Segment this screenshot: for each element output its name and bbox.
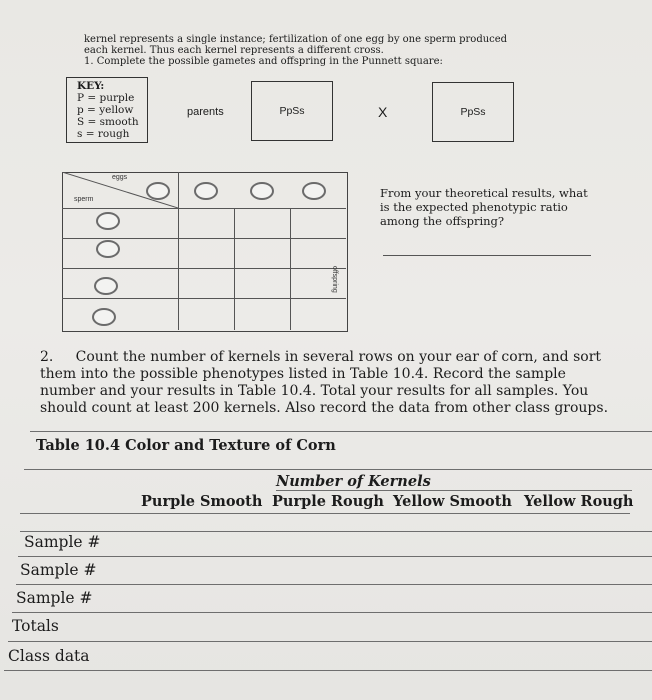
sperm-gamete-circle[interactable]	[94, 277, 118, 295]
row-label-sample-1: Sample #	[24, 533, 101, 551]
offspring-label: offspring	[331, 266, 338, 293]
row-label-sample-3: Sample #	[16, 589, 93, 607]
egg-gamete-circle[interactable]	[250, 182, 274, 200]
step-2-instructions	[40, 349, 620, 417]
egg-gamete-circle[interactable]	[146, 182, 170, 200]
egg-gamete-circle[interactable]	[194, 182, 218, 200]
grid-line	[62, 268, 346, 269]
key-item: P = purple	[77, 92, 135, 104]
grid-line	[234, 208, 235, 330]
table-rule	[20, 513, 630, 514]
parent1-genotype: PpSs	[279, 105, 305, 117]
table-rule	[12, 612, 652, 613]
table-rule	[4, 670, 652, 671]
parent1-box[interactable]	[251, 81, 333, 141]
grid-line	[178, 172, 179, 330]
key-item: p = yellow	[77, 104, 134, 116]
row-label-sample-2: Sample #	[20, 561, 97, 579]
grid-line	[62, 208, 346, 209]
column-header-purple-rough: Purple Rough	[272, 493, 384, 510]
intro-line-2: each kernel. Thus each kernel represents a different cross.	[84, 45, 384, 56]
column-header-yellow-rough: Yellow Rough	[524, 493, 634, 510]
table-rule	[8, 641, 652, 642]
phenotypic-ratio-question: From your theoretical results, what is the expected phenotypic ratio among the offspring?	[380, 186, 588, 228]
column-header-purple-smooth: Purple Smooth	[141, 493, 263, 510]
parents-label: parents	[187, 106, 224, 118]
sperm-gamete-circle[interactable]	[96, 212, 120, 230]
table-rule	[18, 556, 652, 557]
grid-line	[290, 208, 291, 330]
table-rule	[20, 531, 652, 532]
egg-gamete-circle[interactable]	[302, 182, 326, 200]
parent2-genotype: PpSs	[460, 106, 486, 118]
intro-text	[84, 34, 584, 67]
sperm-gamete-circle[interactable]	[96, 240, 120, 258]
key-box	[66, 77, 148, 143]
key-item: S = smooth	[77, 116, 139, 128]
table-top-rule	[30, 431, 652, 432]
sperm-gamete-circle[interactable]	[92, 308, 116, 326]
parent2-box[interactable]	[432, 82, 514, 142]
instruction-1: 1. Complete the possible gametes and offspring in the Punnett square:	[84, 56, 443, 67]
table-title: Table 10.4 Color and Texture of Corn	[36, 437, 336, 454]
answer-line[interactable]	[383, 255, 591, 256]
grid-line	[62, 298, 346, 299]
eggs-label: eggs	[112, 174, 128, 181]
sperm-label: sperm	[74, 196, 94, 203]
row-label-totals: Totals	[12, 617, 59, 635]
intro-line-1: kernel represents a single instance; fertilization of one egg by one sperm produced	[84, 34, 508, 45]
grid-line	[62, 238, 346, 239]
row-label-class-data: Class data	[8, 647, 90, 665]
key-item: s = rough	[77, 128, 130, 140]
punnett-square	[62, 172, 348, 332]
step-2-number: 2.	[40, 349, 54, 365]
table-rule	[276, 490, 632, 491]
step-2-text: Count the number of kernels in several rows on your ear of corn, and sort them into the possible phenotypes listed in Table 10.4. Record the sample number and your results in Table 10.4. Total your results for all samples. You should count at least 200 kernels. Also record the data from other class groups.	[40, 349, 609, 416]
column-header-yellow-smooth: Yellow Smooth	[393, 493, 512, 510]
table-rule	[16, 584, 652, 585]
table-rule	[24, 469, 652, 470]
key-title: KEY:	[77, 80, 105, 92]
number-of-kernels-header: Number of Kernels	[276, 473, 431, 490]
cross-symbol: X	[378, 104, 388, 120]
